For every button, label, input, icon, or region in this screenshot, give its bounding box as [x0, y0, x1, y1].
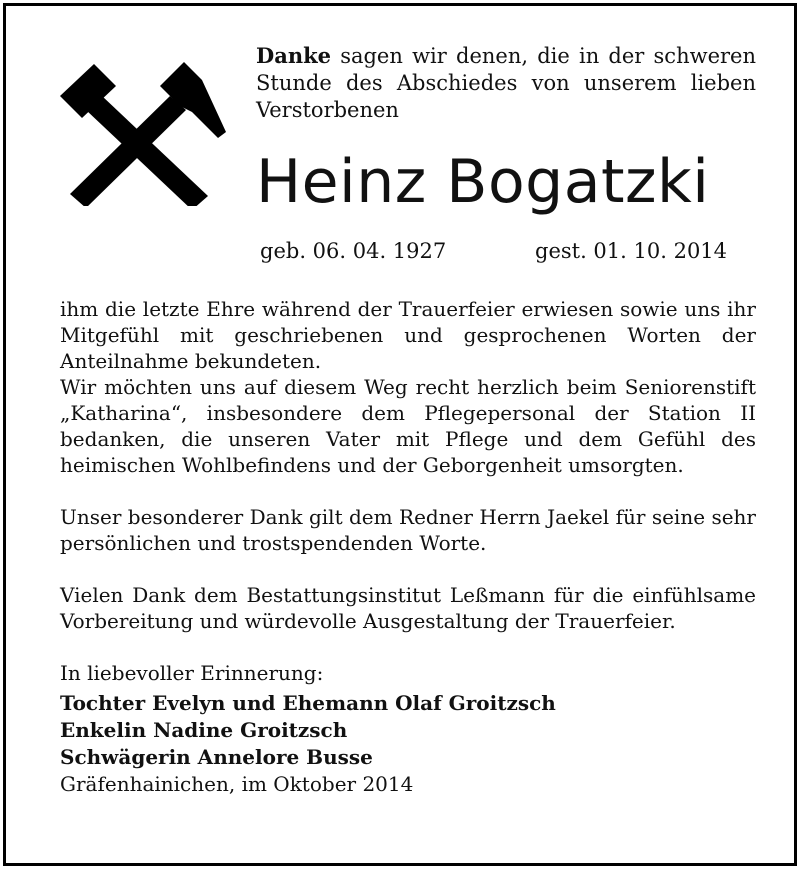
paragraph-4: Vielen Dank dem Bestattungsinstitut Leßmann für die einfühlsame Vorbereitung und würdevolle Ausgestaltung der Trauerfeier.	[60, 583, 756, 633]
intro-text	[256, 42, 756, 124]
obituary-notice	[3, 3, 797, 866]
paragraph-1: ihm die letzte Ehre während der Trauerfeier erwiesen sowie uns ihr Mitgefühl mit geschriebenen und gesprochenen Worten der Anteilnahme bekundeten.	[60, 297, 756, 373]
paragraph-3: Unser besonderer Dank gilt dem Redner Herrn Jaekel für seine sehr persönlichen und trostspendenden Worte.	[60, 505, 756, 555]
closing-line: In liebevoller Erinnerung:	[60, 661, 324, 685]
hammer-and-pick-icon	[50, 56, 230, 206]
death-date: gest. 01. 10. 2014	[535, 239, 728, 263]
signer-3: Schwägerin Annelore Busse	[60, 745, 373, 769]
birth-date: geb. 06. 04. 1927	[260, 239, 447, 263]
intro-bold-word: Danke	[256, 43, 331, 68]
paragraph-2: Wir möchten uns auf diesem Weg recht herzlich beim Seniorenstift „Katharina“, insbesondere dem Pflegepersonal der Station II bedanken, die unseren Vater mit Pflege und dem Gefühl des heimischen Wohlbefindens und der Geborgenheit umsorgten.	[60, 375, 756, 477]
place-date: Gräfenhainichen, im Oktober 2014	[60, 772, 414, 796]
notice-body	[60, 296, 756, 797]
intro-rest: sagen wir denen, die in der schweren Stunde des Abschiedes von unserem lieben Verstorbenen	[256, 44, 756, 122]
life-dates	[260, 238, 730, 265]
signers-list	[60, 690, 756, 771]
deceased-name: Heinz Bogatzki	[256, 147, 710, 217]
signer-2: Enkelin Nadine Groitzsch	[60, 718, 348, 742]
signer-1: Tochter Evelyn und Ehemann Olaf Groitzsch	[60, 691, 556, 715]
